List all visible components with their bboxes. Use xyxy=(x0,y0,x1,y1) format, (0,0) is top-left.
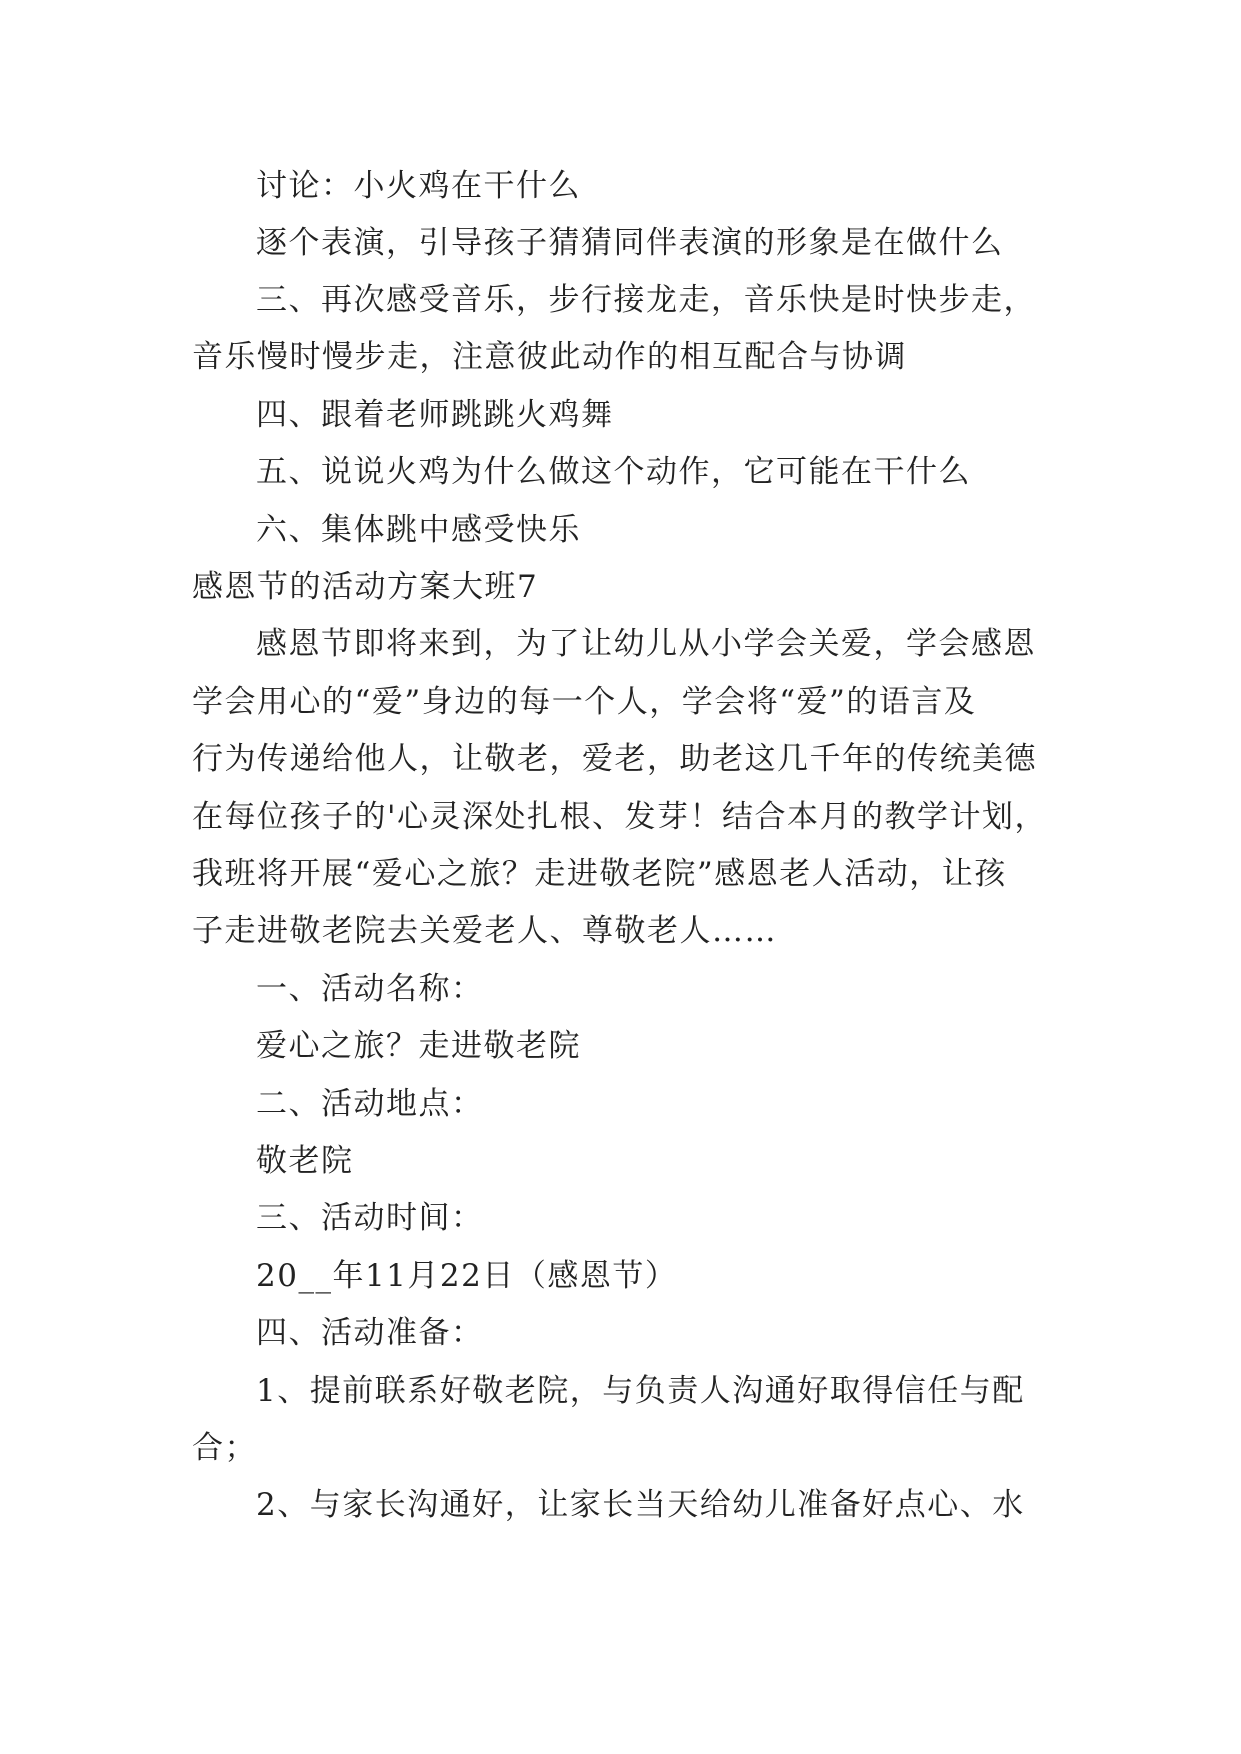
text-line: 2、与家长沟通好，让家长当天给幼儿准备好点心、水 xyxy=(256,1487,1025,1523)
section-heading: 感恩节的活动方案大班7 xyxy=(192,569,539,605)
text-line: 在每位孩子的'心灵深处扎根、发芽！结合本月的教学计划， xyxy=(192,799,1048,835)
text-line: 子走进敬老院去关爱老人、尊敬老人…… xyxy=(192,913,777,949)
text-line: 六、集体跳中感受快乐 xyxy=(256,512,581,548)
text-line: 三、活动时间： xyxy=(256,1200,484,1236)
text-line: 四、跟着老师跳跳火鸡舞 xyxy=(256,397,614,433)
text-line: 1、提前联系好敬老院，与负责人沟通好取得信任与配 xyxy=(256,1373,1025,1409)
text-line: 我班将开展“爱心之旅？走进敬老院”感恩老人活动，让孩 xyxy=(192,856,1007,892)
text-line: 一、活动名称： xyxy=(256,971,484,1007)
text-line: 四、活动准备： xyxy=(256,1315,484,1351)
text-line: 五、说说火鸡为什么做这个动作，它可能在干什么 xyxy=(256,454,971,490)
text-line: 讨论：小火鸡在干什么 xyxy=(256,168,581,204)
text-line: 20__年11月22日（感恩节） xyxy=(256,1258,678,1294)
text-line: 敬老院 xyxy=(256,1143,354,1179)
text-line: 三、再次感受音乐，步行接龙走，音乐快是时快步走， xyxy=(256,282,1036,318)
text-line: 二、活动地点： xyxy=(256,1086,484,1122)
text-line: 行为传递给他人，让敬老，爱老，助老这几千年的传统美德 xyxy=(192,741,1037,777)
text-line: 合； xyxy=(192,1430,257,1466)
text-line: 音乐慢时慢步走，注意彼此动作的相互配合与协调 xyxy=(192,339,907,375)
text-line: 感恩节即将来到，为了让幼儿从小学会关爱，学会感恩 xyxy=(256,626,1036,662)
text-line: 逐个表演，引导孩子猜猜同伴表演的形象是在做什么 xyxy=(256,225,1004,261)
text-line: 学会用心的“爱”身边的每一个人，学会将“爱”的语言及 xyxy=(192,684,977,720)
text-line: 爱心之旅？走进敬老院 xyxy=(256,1028,581,1064)
